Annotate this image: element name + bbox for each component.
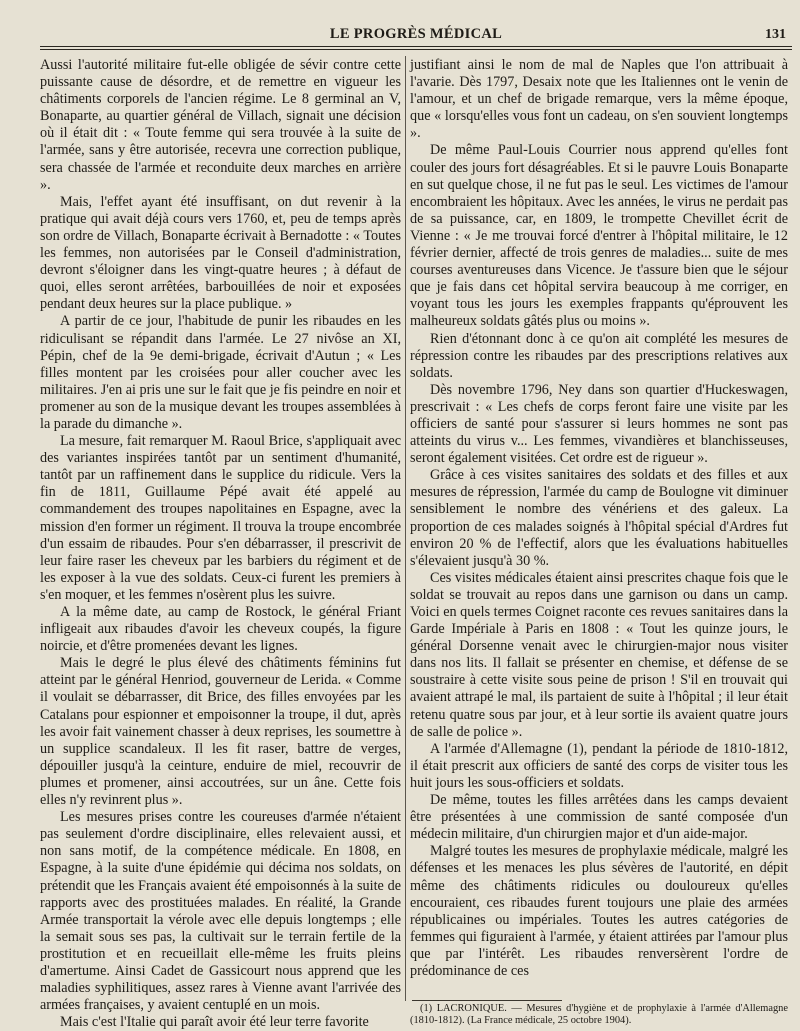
paragraph: Les mesures prises contre les coureuses d'armée n'étaient pas seulement d'ordre disciplinaire, elles relevaient aussi, et non sans motif, de la compétence médicale. En 1808, en Espagne, à la suite d'une épidémie qui décima nos soldats, on prétendit que les Français avaient été empoisonnés à la suite de rapports avec des prostituées malades. En réalité, la Grande Armée transportait la vérole avec elle depuis longtemps ; elle la semait sous ses pas, la cultivait sur le terrain fertile de la prostitution et en recueillait elle-même les fruits pleins d'amertume. Ainsi Cadet de Gassicourt nous apprend que les maladies syphilitiques, assez rares à Vienne avant l'arrivée des armées françaises, y avaient centuplé en un mois.	[40, 809, 401, 1014]
paragraph: Grâce à ces visites sanitaires des soldats et des filles et aux mesures de répression, l'armée du camp de Boulogne vit diminuer sensiblement le nombre des vénériens et des galeux. La proportion de ces malades soignés à l'hôpital spécial d'Ardres fut environ 20 % de l'effectif, alors que les évaluations habituelles s'élevaient jusqu'à 30 %.	[410, 467, 788, 569]
paragraph: De même Paul-Louis Courrier nous apprend qu'elles font couler des jours fort désagréables. Et si le pauvre Louis Bonaparte en sut quelque chose, il ne fut pas le seul. Les victimes de l'amour encombraient les hôpitaux. Avec les années, le virus ne perdait pas de sa puissance, car, en 1809, le trompette Chevillet écrit de Vienne : « Je me trouvai forcé d'entrer à l'hôpital militaire, le 12 février dernier, affecté de trois genres de maladies... suite de mes courses aventureuses dans Vicence. Je t'assure bien que le séjour que je fais dans cet hôpital servira beaucoup à me corriger, en voyant tous les jours les exemples frappants qu'éprouvent les malheureux soldats gâtés plus ou moins ».	[410, 142, 788, 330]
paragraph: justifiant ainsi le nom de mal de Naples que l'on attribuait à l'avarie. Dès 1797, Desaix note que les Italiennes ont le venin de l'amour, et un chef de brigade remarque, vers la même époque, que « lorsqu'elles vous font un cadeau, on s'en souvient longtemps ».	[410, 57, 788, 142]
paragraph: A l'armée d'Allemagne (1), pendant la période de 1810-1812, il était prescrit aux officiers de santé des corps de visiter tous les huit jours les sous-officiers et soldats.	[410, 740, 788, 791]
paragraph: Mais, l'effet ayant été insuffisant, on dut revenir à la pratique qui avait déjà cours vers 1760, et, peu de temps après son ordre de Villach, Bonaparte écrivait à Bernadotte : « Toutes les femmes, non autorisées par le Conseil d'administration, devront s'éloigner dans les vingt-quatre heures ; à défaut de quoi, elles seront arrêtées, barbouillées de noir et exposées pendant deux heures sur la place publique. »	[40, 193, 401, 313]
paragraph: A partir de ce jour, l'habitude de punir les ribaudes en les ridiculisant se répandit dans l'armée. Le 27 nivôse an XI, Pépin, chef de la 9e demi-brigade, écrivait d'Autun ; « Les filles montent par les croisées pour aller coucher avec les militaires. J'en ai pris une sur le fait que je fis peindre en noir et promener au son de la musique devant les troupes assemblées à la parade du dimanche ».	[40, 313, 401, 432]
paragraph: Ces visites médicales étaient ainsi prescrites chaque fois que le soldat se trouvait au repos dans une garnison ou dans un camp. Voici en quels termes Coignet raconte ces revues sanitaires dans la Garde Impériale à Paris en 1808 : « Tout les quinze jours, le général Dorsenne venait avec le chirurgien-major nous visiter dans nos lits. Il fallait se présenter en chemise, et défense de se soustraire à cette visite sous peine de prison ! S'il en trouvait qui avaient attrapé le mal, ils partaient de suite à l'hôpital ; il leur était retenu quatre sous par jour, et à leur sortie ils avaient quatre jours de salle de police ».	[410, 569, 788, 740]
page-number: 131	[765, 27, 786, 42]
paragraph: La mesure, fait remarquer M. Raoul Brice, s'appliquait avec des variantes inspirées tantôt par un sentiment d'humanité, tantôt par un raffinement dans le supplice du ridicule. Vers la fin de 1811, Guillaume Pépé avait été appelé au commandement des troupes napolitaines en Espagne, avec la mission d'en former un régiment. Il trouva la troupe encombrée d'un essaim de ribaudes. Pour s'en débarrasser, il prescrivit de leur faire raser les cheveux par les barbiers du régiment et de les exposer à la vue des soldats. Ceux-ci furent les premiers à s'en moquer, et les femmes n'osèrent plus les suivre.	[40, 433, 401, 603]
paragraph: Mais c'est l'Italie qui paraît avoir été leur terre favorite	[60, 1014, 369, 1031]
footnote: (1) LACRONIQUE. — Mesures d'hygiène et de prophylaxie à l'armée d'Allemagne (1810-1812). (La France médicale, 25 octobre 1904).	[410, 1003, 788, 1026]
paragraph: Dès novembre 1796, Ney dans son quartier d'Huckeswagen, prescrivait : « Les chefs de corps feront faire une visite par les officiers de santé pour s'assurer si leurs hommes ne sont pas atteints du virus v... Les femmes, vivandières et blanchisseuses, seront également visitées. Cet ordre est de rigueur ».	[410, 381, 788, 467]
right-column	[410, 57, 788, 980]
paragraph: Aussi l'autorité militaire fut-elle obligée de sévir contre cette puissante cause de désordre, et de remettre en vigueur les châtiments corporels de l'ancien régime. Le 8 germinal an V, Bonaparte, au quartier général de Villach, signait une décision où il était dit : « Toute femme qui sera trouvée à la suite de l'armée, sans y être autorisée, recevra une correction publique, sera chassée de l'armée et reconduite deux marches en arrière ».	[40, 57, 401, 193]
running-title: LE PROGRÈS MÉDICAL	[329, 26, 503, 42]
paragraph: Rien d'étonnant donc à ce qu'on ait complété les mesures de répression contre les ribaudes par des prescriptions relatives aux soldats.	[410, 330, 788, 381]
footnote-rule	[412, 1000, 562, 1001]
column-divider	[405, 56, 406, 1001]
header-rule-top	[40, 46, 792, 47]
page-header	[40, 26, 792, 46]
left-column	[40, 57, 401, 1031]
paragraph: De même, toutes les filles arrêtées dans les camps devaient être présentées à une commission de santé composée d'un médecin militaire, d'un chirurgien major et d'un aide-major.	[410, 792, 788, 843]
paragraph: Malgré toutes les mesures de prophylaxie médicale, malgré les défenses et les menaces les plus sévères de l'autorité, en dépit même des châtiments ridicules ou douloureux qu'elles encouraient, ces ribaudes furent toujours une plaie des armées républicaines ou impériales. Toutes les autres catégories de femmes qui figuraient à l'armée, y étaient attirées par l'amour plus que par l'intérêt. Les ribaudes renversèrent l'ordre de prédominance de ces	[410, 843, 788, 979]
paragraph: Mais le degré le plus élevé des châtiments féminins fut atteint par le général Henriod, gouverneur de Lerida. « Comme il voulait se débarrasser, dit Brice, des filles envoyées par les Catalans pour espionner et empoisonner la troupe, il dut, après les avoir fait vainement chasser à deux reprises, les soumettre à un supplice scandaleux. Il les fit raser, battre de verges, dépouiller jusqu'à la ceinture, enduire de miel, recouvrir de plumes et promener, ainsi accoutrées, sur un âne. Cette fois elles n'y revinrent plus ».	[40, 655, 401, 809]
paragraph: A la même date, au camp de Rostock, le général Friant infligeait aux ribaudes d'avoir les cheveux coupés, la figure noircie, et d'être promenées devant les lignes.	[40, 604, 401, 655]
header-rule-bottom	[40, 49, 792, 50]
